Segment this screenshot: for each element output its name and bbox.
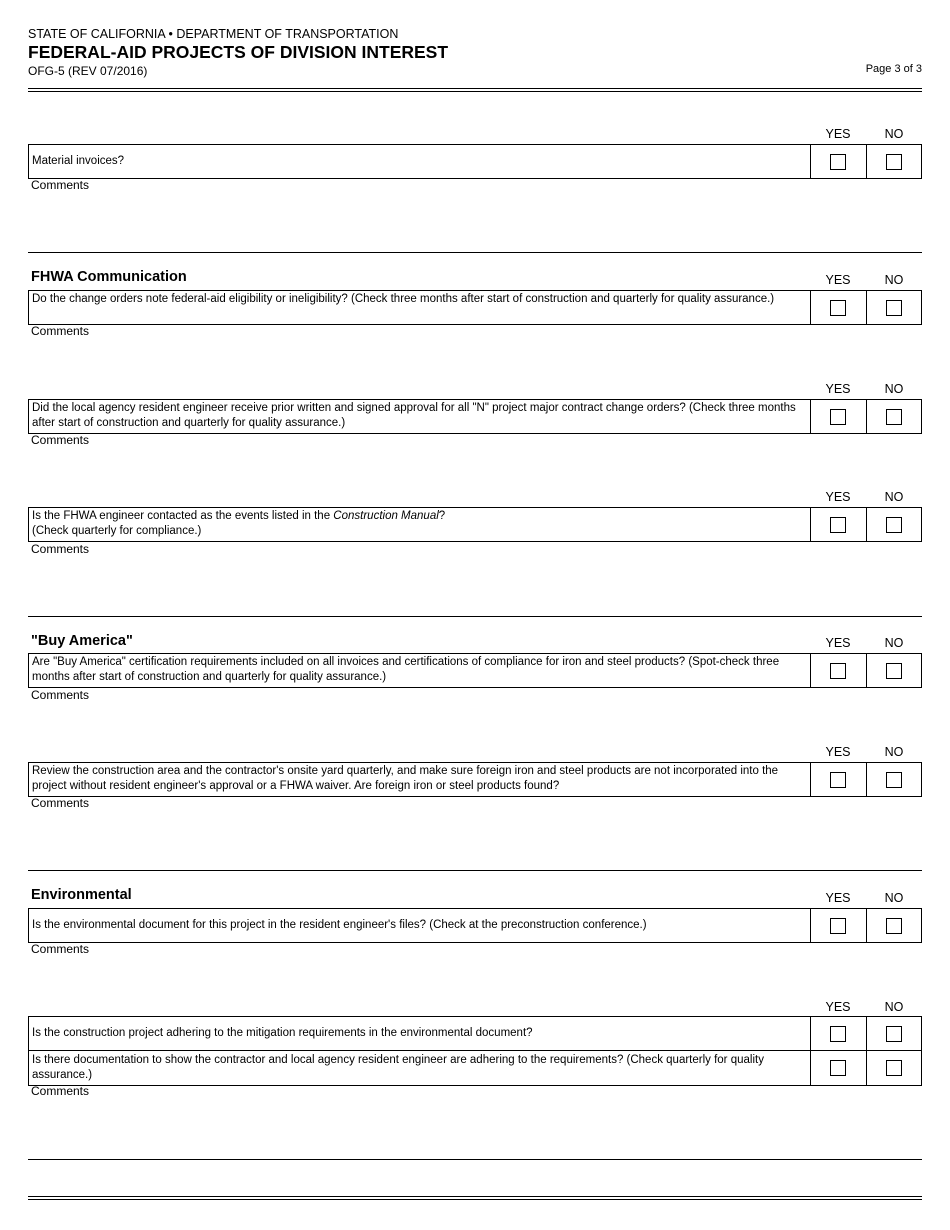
question-text: Is there documentation to show the contractor and local agency resident engineer are adhering to the requirements? (Check quarterly for quality assurance.) [32, 1054, 764, 1081]
no-cell [866, 653, 922, 688]
question-text [32, 509, 802, 539]
yes-column-label: YES [825, 382, 851, 396]
no-cell [866, 908, 922, 943]
no-cell [866, 1016, 922, 1051]
footer-divider [28, 1196, 922, 1200]
comments-label: Comments [31, 688, 90, 702]
yes-checkbox[interactable] [830, 1060, 846, 1076]
no-column-label: NO [884, 745, 904, 759]
question-row-adherence-documentation [28, 1050, 922, 1086]
no-checkbox[interactable] [886, 1060, 902, 1076]
section-title-fhwa: FHWA Communication [31, 269, 187, 285]
question-text: Material invoices? [32, 155, 125, 167]
question-text-part: ? [438, 510, 446, 522]
section-divider [28, 870, 922, 871]
no-checkbox[interactable] [886, 663, 902, 679]
yes-column-label: YES [825, 127, 851, 141]
question-text-part: (Check quarterly for compliance.) [32, 525, 202, 537]
yes-checkbox[interactable] [830, 517, 846, 533]
question-text: Did the local agency resident engineer receive prior written and signed approval for all "N" project major contract change orders? (Check three months after start of construction and quarterly for quality assurance.) [32, 402, 796, 429]
no-column-label: NO [884, 490, 904, 504]
no-cell [866, 507, 922, 542]
question-text: Do the change orders note federal-aid eligibility or ineligibility? (Check three months after start of construction and quarterly for quality assurance.) [32, 293, 775, 305]
yes-cell [810, 144, 866, 179]
comments-field[interactable] [28, 449, 922, 489]
yes-checkbox[interactable] [830, 409, 846, 425]
no-checkbox[interactable] [886, 300, 902, 316]
header-divider [28, 88, 922, 92]
yes-cell [810, 399, 866, 434]
no-column-label: NO [884, 891, 904, 905]
comments-field[interactable] [28, 558, 922, 614]
yes-checkbox[interactable] [830, 918, 846, 934]
question-row-environmental-document [28, 908, 922, 943]
yes-cell [810, 507, 866, 542]
no-column-label: NO [884, 273, 904, 287]
comments-field[interactable] [28, 1100, 922, 1156]
comments-label: Comments [31, 796, 90, 810]
comments-label: Comments [31, 1084, 90, 1098]
question-row-mitigation-requirements [28, 1016, 922, 1051]
question-text: Is the construction project adhering to the mitigation requirements in the environmental document? [32, 1027, 533, 1039]
no-cell [866, 144, 922, 179]
comments-label: Comments [31, 433, 90, 447]
comments-field[interactable] [28, 812, 922, 868]
question-row-material-invoices [28, 144, 922, 179]
question-row-buy-america-certification [28, 653, 922, 688]
yes-checkbox[interactable] [830, 1026, 846, 1042]
question-text-part: Is the FHWA engineer contacted as the events listed in the [32, 510, 334, 522]
no-checkbox[interactable] [886, 918, 902, 934]
no-cell [866, 762, 922, 797]
question-row-fhwa-engineer-contacted [28, 507, 922, 542]
yes-cell [810, 1016, 866, 1051]
yes-cell [810, 653, 866, 688]
comments-field[interactable] [28, 340, 922, 380]
agency-line: STATE OF CALIFORNIA • DEPARTMENT OF TRANSPORTATION [28, 27, 399, 41]
yes-column-label: YES [825, 636, 851, 650]
section-divider [28, 1159, 922, 1160]
yes-column-label: YES [825, 891, 851, 905]
no-column-label: NO [884, 382, 904, 396]
question-row-n-project-approval [28, 399, 922, 434]
no-checkbox[interactable] [886, 154, 902, 170]
comments-field[interactable] [28, 194, 922, 250]
no-checkbox[interactable] [886, 1026, 902, 1042]
question-text: Are "Buy America" certification requirements included on all invoices and certifications of compliance for iron and steel products? (Spot-check three months after start of construction and quarterly for quality assurance.) [32, 656, 780, 683]
page-indicator: Page 3 of 3 [865, 63, 922, 75]
no-checkbox[interactable] [886, 772, 902, 788]
section-title-environmental: Environmental [31, 887, 132, 903]
section-divider [28, 616, 922, 617]
yes-checkbox[interactable] [830, 663, 846, 679]
question-text: Is the environmental document for this project in the resident engineer's files? (Check at the preconstruction conference.) [32, 919, 647, 931]
question-text: Review the construction area and the contractor's onsite yard quarterly, and make sure foreign iron and steel products are not incorporated into the project without resident engineer's approval or a FHWA waiver. Are foreign iron or steel products found? [32, 765, 779, 792]
comments-label: Comments [31, 324, 90, 338]
yes-column-label: YES [825, 1000, 851, 1014]
no-column-label: NO [884, 127, 904, 141]
no-cell [866, 399, 922, 434]
question-row-change-orders-eligibility [28, 290, 922, 325]
yes-checkbox[interactable] [830, 154, 846, 170]
section-divider [28, 252, 922, 253]
comments-field[interactable] [28, 958, 922, 998]
yes-cell [810, 762, 866, 797]
yes-cell [810, 290, 866, 325]
comments-label: Comments [31, 178, 90, 192]
no-cell [866, 290, 922, 325]
yes-checkbox[interactable] [830, 772, 846, 788]
yes-column-label: YES [825, 490, 851, 504]
yes-checkbox[interactable] [830, 300, 846, 316]
no-checkbox[interactable] [886, 409, 902, 425]
yes-cell [810, 1050, 866, 1086]
section-title-buy-america: "Buy America" [31, 633, 133, 649]
no-column-label: NO [884, 1000, 904, 1014]
no-cell [866, 1050, 922, 1086]
form-title: FEDERAL-AID PROJECTS OF DIVISION INTEREST [28, 42, 449, 62]
construction-manual-title: Construction Manual [333, 510, 439, 522]
yes-cell [810, 908, 866, 943]
no-column-label: NO [884, 636, 904, 650]
yes-column-label: YES [825, 273, 851, 287]
form-number: OFG-5 (REV 07/2016) [28, 64, 148, 78]
comments-label: Comments [31, 542, 90, 556]
question-row-foreign-iron-steel [28, 762, 922, 797]
yes-column-label: YES [825, 745, 851, 759]
comments-label: Comments [31, 942, 90, 956]
comments-field[interactable] [28, 704, 922, 744]
no-checkbox[interactable] [886, 517, 902, 533]
